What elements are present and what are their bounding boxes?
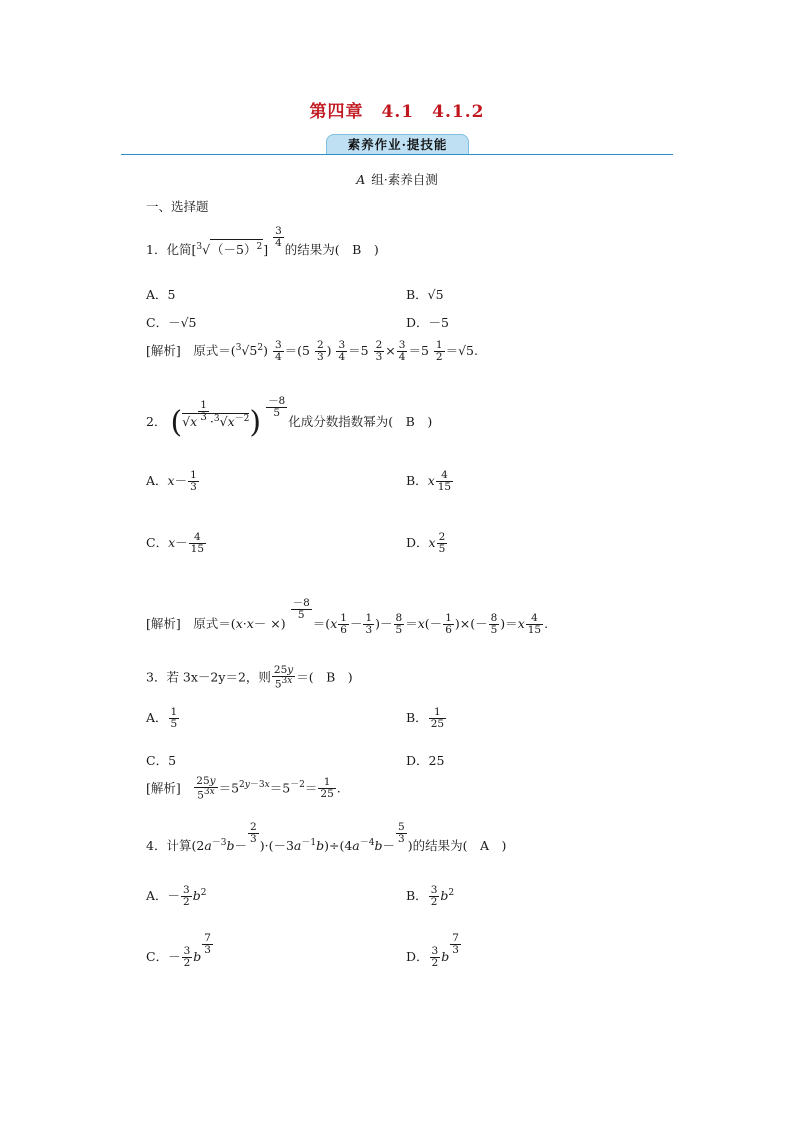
- q2-option-b: B．x $\frac{4}{15}$: [406, 469, 452, 494]
- q4-option-c: C．－ $\frac{3}{2}$ b $\frac{7}{3}$: [146, 932, 211, 970]
- q3-number: 3．: [146, 669, 167, 685]
- group-text: 组·素养自测: [371, 172, 438, 187]
- q3-analysis: [解析] $\frac{25y}{53x}$ $=5^{2y-3x}=5^{-2}=$ $\frac{1}{25}$ .: [146, 775, 341, 802]
- q3-analysis-label: [解析]: [146, 780, 181, 796]
- q4-number: 4．: [146, 838, 167, 854]
- q1-option-b: B．√5: [406, 287, 444, 302]
- q1-number: 1．: [146, 242, 167, 258]
- q1-option-c: C．－√5: [146, 315, 197, 330]
- q4-option-b: B． $\frac{3}{2}$ $b^2$: [406, 884, 455, 909]
- q1-stem-prefix: 化简[: [166, 242, 197, 258]
- q2-option-c: C．x－ $\frac{4}{15}$: [146, 531, 205, 556]
- header-divider: [121, 154, 673, 155]
- q4-stem-suffix: 的结果为( A ): [412, 838, 507, 854]
- q3-option-a: A． $\frac{1}{5}$: [146, 706, 178, 731]
- q4-stem: 4．计算($2a^{-3}b-$ $\frac{2}{3}$ )$\cdot(-3a^{-1}b)\div(4a^{-4}b-$ $\frac{5}{3}$ )的结果为( A ): [146, 821, 507, 854]
- q2-number: 2．: [146, 414, 167, 430]
- q1-analysis: [解析] 原式$=(^3√5^2)$ $\frac{3}{4}$ ＝(5 $\frac{2}{3}$ ) $\frac{3}{4}$ ＝5 $\frac{2}{3}$ × $\frac{3}{4}$ ＝5 $\frac{1}{2}$ ＝√5.: [146, 339, 478, 364]
- q2-analysis: [解析] 原式＝(x·x－ ×) $\frac{-8}{5}$ ＝(x $\frac{1}{6}$ － $\frac{1}{3}$ )－ $\frac{8}{5}$ ＝x(－ $\frac{1}{6}$ )×(－ $\frac{8}{5}$ )＝x $\frac{4}{15}$ .: [146, 597, 549, 637]
- q3-stem-suffix: ＝( B ): [296, 669, 353, 685]
- q4-stem-prefix: 计算: [166, 838, 192, 854]
- q1-stem: [146, 226, 379, 258]
- q1-radical: $^3√(-5)^2$]: [196, 242, 268, 257]
- q2-option-d: D．x $\frac{2}{5}$: [406, 531, 446, 556]
- q2-analysis-lead: 原式＝: [193, 616, 231, 632]
- q3-option-c: C．5: [146, 753, 177, 768]
- q1-exponent: $\frac{3}{4}$: [275, 225, 282, 250]
- section-heading: 一、选择题: [146, 199, 209, 214]
- q1-analysis-lead: 原式＝: [193, 343, 231, 359]
- section-banner: 素养作业·提技能: [326, 134, 469, 155]
- q1-option-a: A．5: [146, 287, 176, 302]
- q1-stem-suffix: 的结果为( B ): [284, 242, 379, 258]
- group-letter: A: [356, 172, 366, 187]
- q3-stem: 3．若 3x－2y＝2，则 $\frac{25y}{53x}$ ＝( B ): [146, 664, 353, 691]
- q3-option-d: D．25: [406, 753, 445, 768]
- q4-option-a: A．－ $\frac{3}{2}$ $b^2$: [146, 884, 207, 909]
- group-heading: [0, 170, 794, 188]
- q2-analysis-label: [解析]: [146, 616, 181, 632]
- q4-option-d: D． $\frac{3}{2}$ b $\frac{7}{3}$: [406, 932, 459, 970]
- q2-option-a: A．x－ $\frac{1}{3}$: [146, 469, 197, 494]
- q2-stem-suffix: 化成分数指数幂为( B ): [288, 414, 433, 430]
- q2-stem: 2． (√x $\frac{1}{3}$ $\cdot^3√x^{-2}$) $\frac{-8}{5}$ 化成分数指数幂为( B ): [146, 395, 433, 441]
- q1-option-d: D．－5: [406, 315, 449, 330]
- q3-stem-text: 若 3x－2y＝2，则: [166, 669, 271, 685]
- chapter-title: 第四章 4.1 4.1.2: [309, 102, 485, 122]
- q1-analysis-label: [解析]: [146, 343, 181, 359]
- q3-option-b: B． $\frac{1}{25}$: [406, 706, 445, 731]
